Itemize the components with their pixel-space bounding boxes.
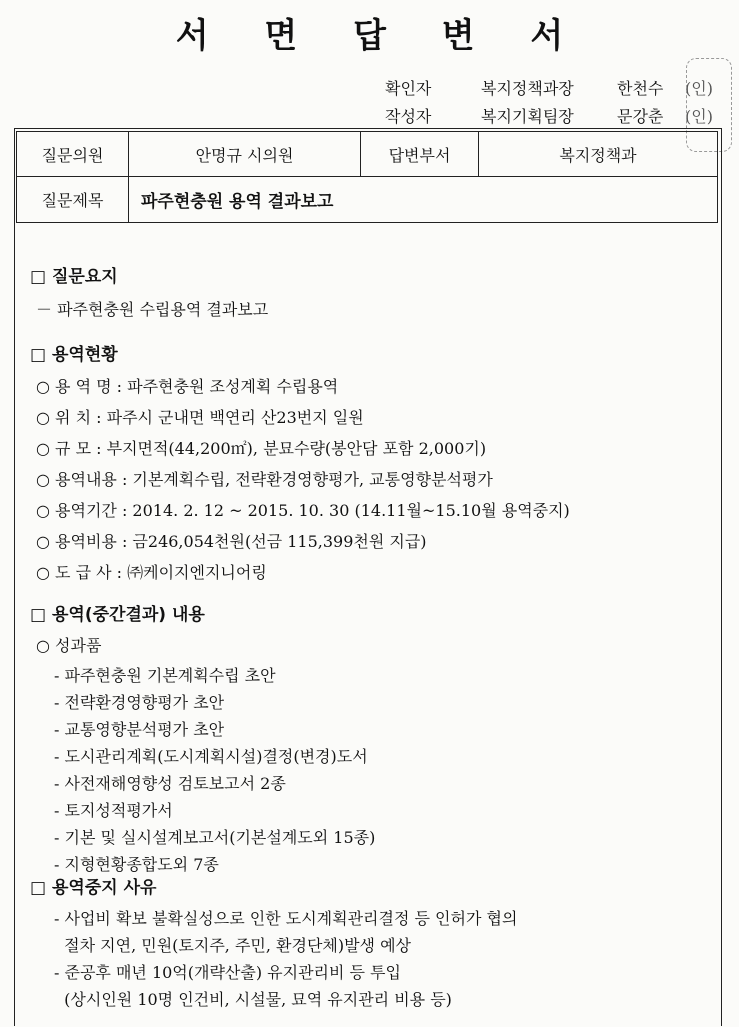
document-title: 서 면 답 변 서 [175, 16, 586, 56]
list-item: ○ 용역내용 : 기본계획수립, 전략환경영향평가, 교통영향분석평가 [36, 470, 493, 489]
dept-value: 복지정책과 [559, 145, 637, 165]
writer-label: 작성자 [385, 107, 432, 126]
confirmer-label: 확인자 [385, 79, 432, 98]
list-item: - 토지성적평가서 [54, 801, 173, 820]
list-item: ○ 성과품 [36, 636, 102, 655]
table-row [17, 177, 717, 222]
section-heading-summary: □ 질문요지 [30, 267, 118, 287]
confirmer-position: 복지정책과장 [481, 79, 574, 98]
questioner-value: 안명규 시의원 [129, 132, 361, 176]
writer-name: 문강춘 [617, 107, 664, 126]
list-item: ○ 용역비용 : 금246,054천원(선금 115,399천원 지급) [36, 532, 427, 551]
list-item: ○ 용역기간 : 2014. 2. 12 ~ 2015. 10. 30 (14.11월~15.10월 용역중지) [36, 501, 570, 520]
list-item: 절차 지연, 민원(토지주, 주민, 환경단체)발생 예상 [54, 936, 412, 955]
confirmer-seal: (인) [685, 79, 713, 98]
list-item: ○ 위 치 : 파주시 군내면 백연리 산23번지 일원 [36, 408, 364, 427]
list-item: - 사업비 확보 불확실성으로 인한 도시계획관리결정 등 인허가 협의 [54, 909, 518, 928]
list-item: ○ 도 급 사 : ㈜케이지엔지니어링 [36, 563, 267, 582]
list-item: - 지형현황종합도외 7종 [54, 855, 219, 874]
list-item: ○ 용 역 명 : 파주현충원 조성계획 수립용역 [36, 377, 339, 396]
writer-position: 복지기획팀장 [481, 107, 574, 126]
section-heading-suspension: □ 용역중지 사유 [30, 878, 157, 898]
dept-label: 답변부서 [361, 132, 479, 176]
header-table [16, 131, 718, 223]
list-item: (상시인원 10명 인건비, 시설물, 묘역 유지관리 비용 등) [54, 990, 452, 1009]
list-item: - 사전재해영향성 검토보고서 2종 [54, 774, 286, 793]
section-heading-contents: □ 용역(중간결과) 내용 [30, 605, 205, 625]
list-item: - 기본 및 실시설계보고서(기본설계도외 15종) [54, 828, 376, 847]
list-item: － 파주현충원 수립용역 결과보고 [36, 300, 269, 319]
subject-label: 질문제목 [17, 177, 129, 222]
questioner-label: 질문의원 [17, 132, 129, 176]
list-item: - 교통영향분석평가 초안 [54, 720, 225, 739]
list-item: ○ 규 모 : 부지면적(44,200㎡), 분묘수량(봉안담 포함 2,000기) [36, 439, 487, 458]
section-heading-status: □ 용역현황 [30, 345, 118, 365]
list-item: - 전략환경영향평가 초안 [54, 693, 225, 712]
list-item: - 도시관리계획(도시계획시설)결정(변경)도서 [54, 747, 368, 766]
table-row [17, 132, 717, 177]
subject-value: 파주현충원 용역 결과보고 [141, 192, 334, 212]
list-item: - 준공후 매년 10억(개략산출) 유지관리비 등 투입 [54, 963, 401, 982]
list-item: - 파주현충원 기본계획수립 초안 [54, 666, 276, 685]
confirmer-name: 한천수 [617, 79, 664, 98]
writer-seal: (인) [685, 107, 713, 126]
